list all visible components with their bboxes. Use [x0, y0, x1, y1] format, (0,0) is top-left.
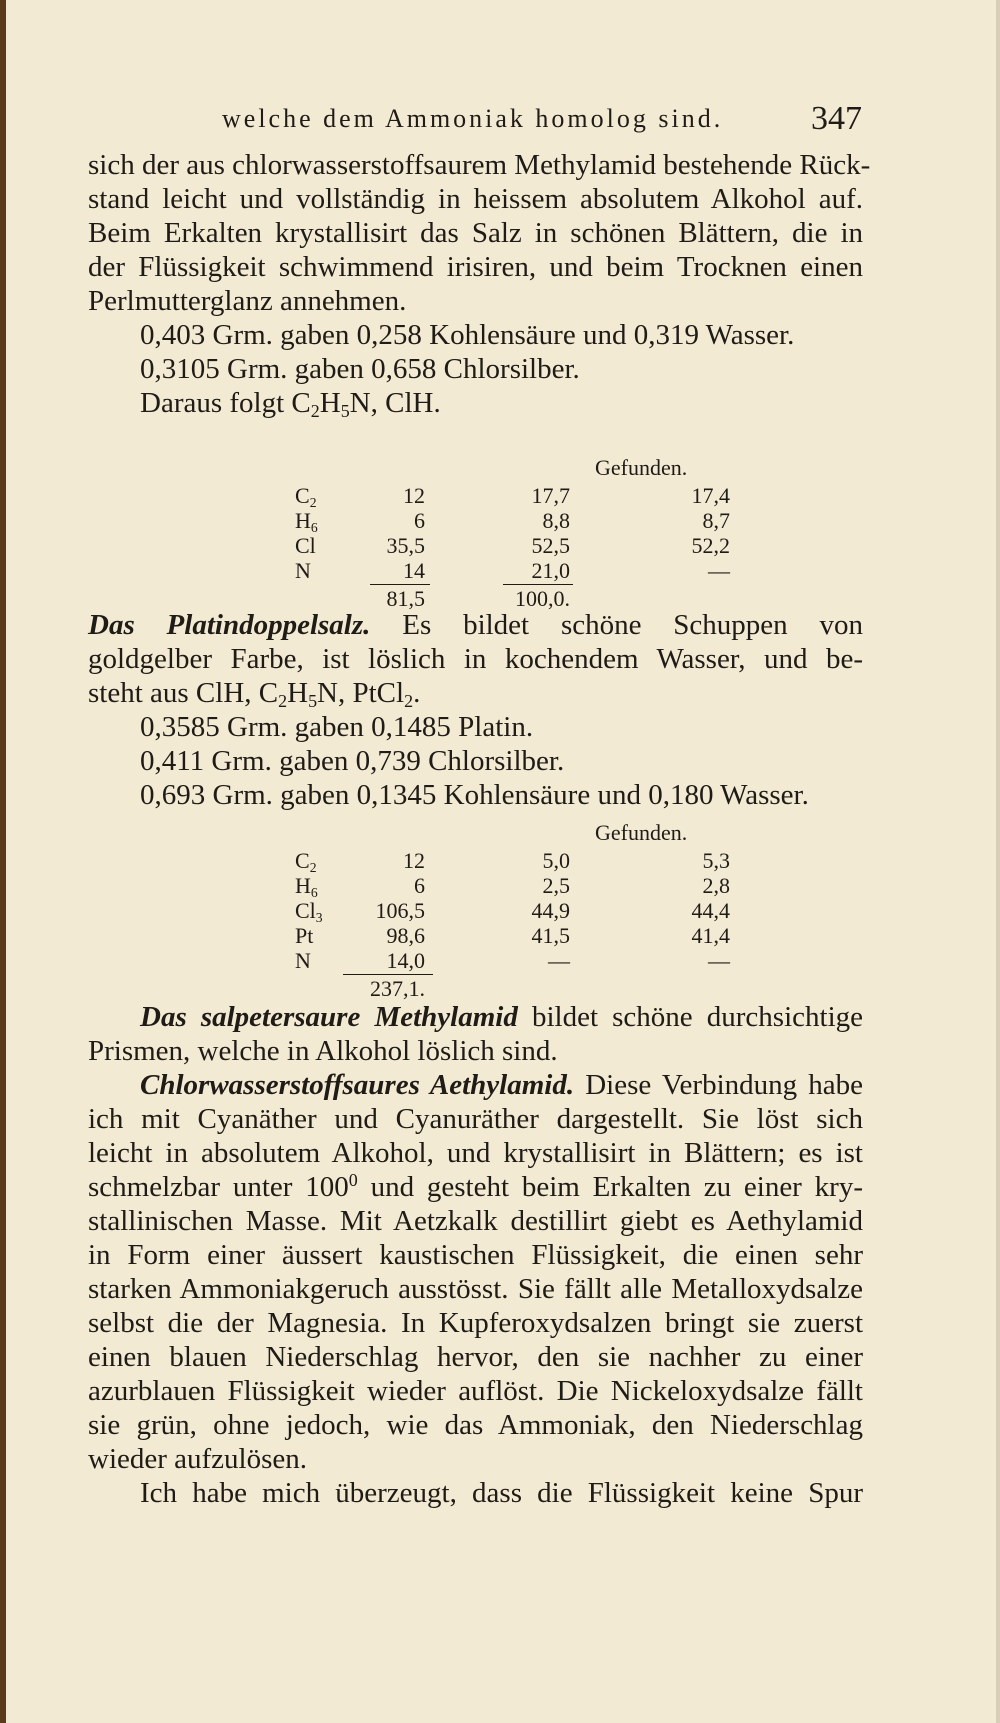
text-line: Perlmutterglanz annehmen. [88, 285, 407, 317]
text-line: starken Ammoniakgeruch ausstösst. Sie fällt alle Metalloxydsalze [88, 1273, 863, 1305]
sum-rule [503, 584, 573, 585]
text-line: Das Platindoppelsalz. Es bildet schöne Schuppen von [88, 609, 864, 641]
formula-line: steht aus ClH, $C_2H_5N$, PtCl$_2$. [88, 677, 421, 712]
analysis-line: 0,3105 Grm. gaben 0,658 Chlorsilber. [140, 353, 580, 385]
table-row: $C_2$ 12 5,0 5,3 [295, 848, 730, 875]
sum-rule [343, 974, 433, 975]
analysis-line: 0,411 Grm. gaben 0,739 Chlorsilber. [140, 745, 565, 777]
found-header: Gefunden. [595, 455, 688, 480]
text-line: Beim Erkalten krystallisirt das Salz in schönen Blättern, die in [88, 217, 863, 249]
text-line: ich mit Cyanäther und Cyanuräther dargestellt. Sie löst sich [88, 1103, 863, 1135]
table-row: Cl 35,5 52,5 52,2 [295, 533, 730, 558]
composition-table-1 [295, 455, 755, 611]
text-line: azurblauen Flüssigkeit wieder auflöst. Die Nickeloxydsalze fällt [88, 1375, 863, 1407]
table-total-row: 237,1. [370, 976, 425, 1001]
table-row: $H_6$ 6 2,5 2,8 [295, 873, 730, 900]
text-line: sich der aus chlorwasserstoffsaurem Methylamid bestehende Rück- [88, 149, 871, 181]
text-line: schmelzbar unter $100^0$ und gesteht beim Erkalten zu einer kry- [88, 1170, 863, 1203]
text-line: der Flüssigkeit schwimmend irisiren, und beim Trocknen einen [88, 251, 863, 283]
analysis-line: 0,693 Grm. gaben 0,1345 Kohlensäure und 0,180 Wasser. [140, 779, 809, 811]
page-header [222, 100, 862, 140]
text-line: stallinischen Masse. Mit Aetzkalk destillirt giebt es Aethylamid [88, 1205, 863, 1237]
text-line: Ich habe mich überzeugt, dass die Flüssigkeit keine Spur [140, 1477, 863, 1509]
analysis-line: 0,3585 Grm. gaben 0,1485 Platin. [140, 711, 534, 743]
text-line: Prismen, welche in Alkohol löslich sind. [88, 1035, 558, 1067]
binding-edge [0, 0, 6, 1723]
running-title: welche dem Ammoniak homolog sind. [222, 104, 724, 133]
composition-table-2 [295, 820, 755, 1001]
paragraph-aethylamid [88, 1000, 863, 1510]
text-line: Das salpetersaure Methylamid bildet schöne durchsichtige [140, 1001, 863, 1033]
table-row: Pt 98,6 41,5 41,4 [295, 923, 730, 948]
analysis-line: 0,403 Grm. gaben 0,258 Kohlensäure und 0,319 Wasser. [140, 319, 795, 351]
section-title: Das salpetersaure Methylamid [140, 1001, 518, 1033]
page-edge [996, 0, 1000, 1723]
found-header: Gefunden. [595, 820, 688, 845]
table-row: N 14 21,0 — [295, 558, 730, 583]
text-line: stand leicht und vollständig in heissem absolutem Alkohol auf. [88, 183, 863, 215]
text-line: goldgelber Farbe, ist löslich in kochendem Wasser, und be- [88, 643, 863, 675]
paragraph-platinum-salt [88, 608, 863, 812]
text-line: wieder aufzulösen. [88, 1443, 308, 1475]
table-row: $H_6$ 6 8,8 8,7 [295, 508, 730, 535]
table-row: N 14,0 — — [295, 948, 730, 973]
page-number: 347 [811, 100, 862, 137]
text-line: Chlorwasserstoffsaures Aethylamid. Diese Verbindung habe [140, 1069, 863, 1101]
text-line: in Form einer äussert kaustischen Flüssigkeit, die einen sehr [88, 1239, 863, 1271]
section-title: Chlorwasserstoffsaures Aethylamid. [140, 1069, 575, 1101]
paragraph-methylamid-salt [88, 148, 871, 422]
table-total-row: 81,5 100,0. [386, 586, 570, 611]
sum-rule [370, 584, 430, 585]
section-title: Das Platindoppelsalz. [88, 609, 371, 641]
table-row: $Cl_3$ 106,5 44,9 44,4 [295, 898, 730, 925]
text-line: selbst die der Magnesia. In Kupferoxydsalzen bringt sie zuerst [88, 1307, 863, 1339]
text-line: einen blauen Niederschlag hervor, den sie nachher zu einer [88, 1341, 863, 1373]
formula-line: Daraus folgt $C_2H_5N$, ClH. [140, 387, 441, 422]
text-line: sie grün, ohne jedoch, wie das Ammoniak, den Niederschlag [88, 1409, 863, 1441]
table-row: $C_2$ 12 17,7 17,4 [295, 483, 730, 510]
text-line: leicht in absolutem Alkohol, und krystallisirt in Blättern; es ist [88, 1137, 863, 1169]
